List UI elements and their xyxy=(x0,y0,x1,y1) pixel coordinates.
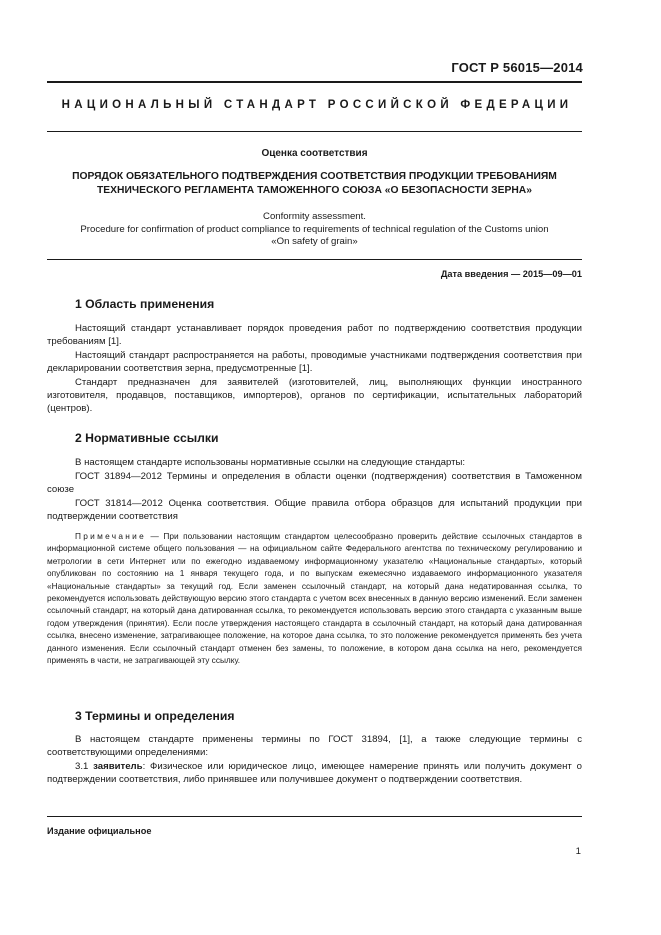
main-title-line-1: ПОРЯДОК ОБЯЗАТЕЛЬНОГО ПОДТВЕРЖДЕНИЯ СООТВЕТСТВИЯ ПРОДУКЦИИ ТРЕБОВАНИЯМ xyxy=(72,171,557,182)
date-rule xyxy=(47,259,582,260)
english-title-line-2: Procedure for confirmation of product compliance to requirements of technical regulation of the Customs union xyxy=(80,223,549,235)
section-1-paragraph-2: Настоящий стандарт распространяется на работы, проводимые участниками подтверждения соответствия при декларировании соответствия зерна, предусмотренные [1]. xyxy=(47,350,582,375)
english-title-line-3: «On safety of grain» xyxy=(271,236,358,247)
introduction-date: Дата введения — 2015—09—01 xyxy=(440,269,582,279)
section-1-paragraph-1: Настоящий стандарт устанавливает порядок проведения работ по подтверждению соответствия продукции требованиям [1]. xyxy=(47,323,582,348)
term-definition: : Физическое или юридическое лицо, имеющее намерение принять или получить документ о подтверждении соответствия, либо принявшее или получившее документ о подтверждении соответствия. xyxy=(47,761,582,786)
official-edition-label: Издание официальное xyxy=(47,826,152,836)
term-3-1 xyxy=(47,760,582,786)
national-standard-title: НАЦИОНАЛЬНЫЙ СТАНДАРТ РОССИЙСКОЙ ФЕДЕРАЦИИ xyxy=(61,99,573,111)
header-rule xyxy=(47,81,582,83)
gost-31814-reference: ГОСТ 31814—2012 Оценка соответствия. Общие правила отбора образцов для испытаний продукции при подтверждении соответствия xyxy=(47,498,582,523)
document-main-title xyxy=(47,170,582,198)
section-3-paragraph-1: В настоящем стандарте применены термины по ГОСТ 31894, [1], а также следующие термины с соответствующими определениями: xyxy=(47,734,582,759)
term-name: заявитель xyxy=(93,761,143,772)
section-1-heading: 1 Область применения xyxy=(75,297,215,311)
term-number: 3.1 xyxy=(75,761,94,772)
title-rule xyxy=(47,131,582,132)
gost-31894-reference: ГОСТ 31894—2012 Термины и определения в области оценки (подтверждения) соответствия в Таможенном союзе xyxy=(47,471,582,496)
english-title-line-1: Conformity assessment. xyxy=(263,211,366,222)
main-title-line-2: ТЕХНИЧЕСКОГО РЕГЛАМЕНТА ТАМОЖЕННОГО СОЮЗА «О БЕЗОПАСНОСТИ ЗЕРНА» xyxy=(97,185,532,196)
note-text: — При пользовании настоящим стандартом целесообразно проверить действие ссылочных стандартов в информационной системе общего пользования — на официальном сайте Федерального агентства по техническому регулированию и метрологии в сети Интернет или по ежегодно издаваемому информационному указателю «Национальные стандарты», который опубликован по состоянию на 1 января текущего года, и по выпускам ежемесячно издаваемого информационного указателя «Национальные стандарты» за текущий год. Если заменен ссылочный стандарт, на который дана недатированная ссылка, то рекомендуется использовать действующую версию этого стандарта с учетом всех внесенных в данную версию изменений. Если заменен ссылочный стандарт, на который дана датированная ссылка, то рекомендуется использовать версию этого стандарта с указанным выше годом утверждения (принятия). Если после утверждения настоящего стандарта в ссылочный стандарт, на который дана датированная ссылка, внесено изменение, затрагивающее положение, на которое дана ссылка, то это положение рекомендуется применять без учета данного изменения. Если ссылочный стандарт отменен без замены, то положение, в котором дана ссылка на него, рекомендуется применять в части, не затрагивающей эту ссылку. xyxy=(47,531,582,666)
section-1-paragraph-3: Стандарт предназначен для заявителей (изготовителей, лиц, выполняющих функции иностранного изготовителя, продавцов, поставщиков, импортеров), органов по сертификации, испытательных лабораторий (центров). xyxy=(47,377,582,415)
page-number: 1 xyxy=(575,846,581,857)
english-title xyxy=(47,211,582,249)
document-subtitle: Оценка соответствия xyxy=(261,148,368,159)
footer-rule xyxy=(47,816,582,817)
section-2-heading: 2 Нормативные ссылки xyxy=(75,431,219,445)
section-3-heading: 3 Термины и определения xyxy=(75,709,235,723)
section-2-paragraph-1: В настоящем стандарте использованы нормативные ссылки на следующие стандарты: xyxy=(75,457,466,468)
note-label: Примечание xyxy=(75,531,147,541)
references-note xyxy=(47,530,582,666)
document-number: ГОСТ Р 56015—2014 xyxy=(451,60,583,75)
